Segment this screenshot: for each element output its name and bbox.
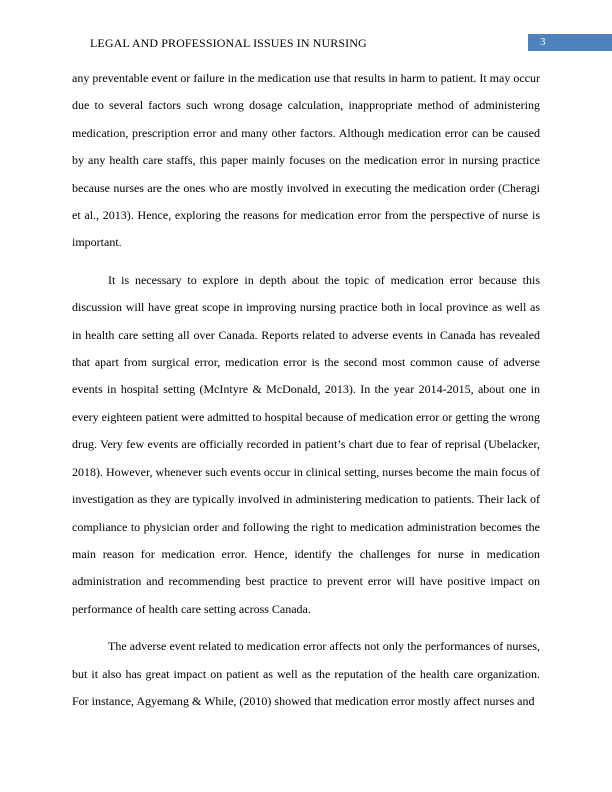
running-head: LEGAL AND PROFESSIONAL ISSUES IN NURSING [90, 36, 367, 50]
page-number: 3 [528, 34, 612, 51]
body-text [72, 65, 540, 725]
paragraph-adverse-event-impact: The adverse event related to medication error affects not only the performances of nurses, but it also has great impact on patient as well as the reputation of the health care organization. For instance, Agyemang & While, (2010) showed that medication error mostly affect nurses and [72, 639, 540, 708]
paragraph-canada-context: It is necessary to explore in depth about the topic of medication error because this discussion will have great scope in improving nursing practice both in local province as well as in health care setting all over Canada. Reports related to adverse events in Canada has revealed that apart from surgical error, medication error is the second most common cause of adverse events in hospital setting (McIntyre & McDonald, 2013). In the year 2014-2015, about one in every eighteen patient were admitted to hospital because of medication error or getting the wrong drug. Very few events are officially recorded in patient’s chart due to fear of reprisal (Ubelacker, 2018). However, whenever such events occur in clinical setting, nurses become the main focus of investigation as they are typically involved in administering medication to patients. Their lack of compliance to physician order and following the right to medication administration becomes the main reason for medication error. Hence, identify the challenges for nurse in medication administration and recommending best practice to prevent error will have positive impact on performance of health care setting across Canada. [72, 272, 540, 616]
paragraph-continuation: any preventable event or failure in the medication use that results in harm to patient. It may occur due to several factors such wrong dosage calculation, inappropriate method of administering medication, prescription error and many other factors. Although medication error can be caused by any health care staffs, this paper mainly focuses on the medication error in nursing practice because nurses are the ones who are mostly involved in executing the medication order (Cheragi et al., 2013). Hence, exploring the reasons for medication error from the perspective of nurse is important. [72, 71, 540, 250]
